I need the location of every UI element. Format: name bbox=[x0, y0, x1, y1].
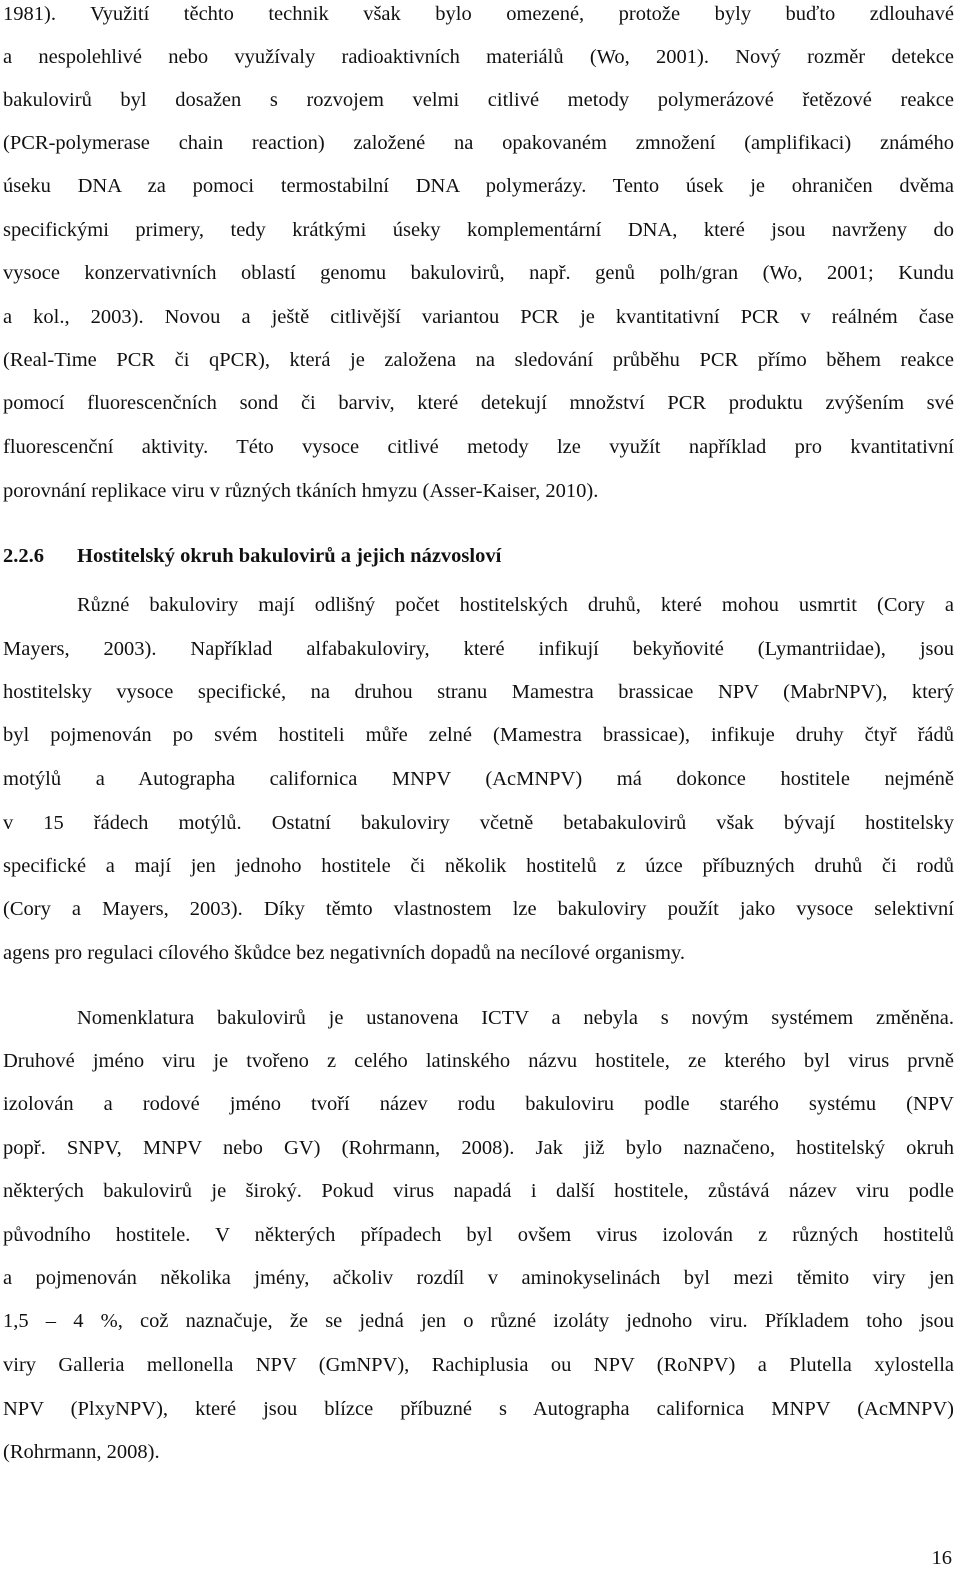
text-line: agens pro regulaci cílového škůdce bez negativních dopadů na necílové organismy. bbox=[3, 942, 685, 964]
text-line: (PCR-polymerase chain reaction) založené na opakovaném zmnožení (amplifikaci) známého bbox=[3, 132, 954, 154]
page-number: 16 bbox=[931, 1547, 952, 1569]
text-line: 1,5 – 4 %, což naznačuje, že se jedná jen o různé izoláty jednoho viru. Příkladem toho jsou bbox=[3, 1310, 954, 1332]
text-line: specifické a mají jen jednoho hostitele či několik hostitelů z úzce příbuzných druhů či rodů bbox=[3, 855, 954, 877]
text-line: v 15 řádech motýlů. Ostatní bakuloviry včetně betabakulovirů však bývají hostitelsky bbox=[3, 812, 954, 834]
text-line: porovnání replikace viru v různých tkáních hmyzu (Asser-Kaiser, 2010). bbox=[3, 480, 599, 502]
text-line: izolován a rodové jméno tvoří název rodu bakuloviru podle starého systému (NPV bbox=[3, 1093, 954, 1115]
text-line: a nespolehlivé nebo využívaly radioaktivních materiálů (Wo, 2001). Nový rozměr detekce bbox=[3, 46, 954, 68]
text-line: bakulovirů byl dosažen s rozvojem velmi citlivé metody polymerázové řetězové reakce bbox=[3, 89, 954, 111]
text-line: Druhové jméno viru je tvořeno z celého latinského názvu hostitele, ze kterého byl virus prvně bbox=[3, 1050, 954, 1072]
text-line: (Cory a Mayers, 2003). Díky těmto vlastnostem lze bakuloviry použít jako vysoce selektivní bbox=[3, 898, 954, 920]
text-line: a kol., 2003). Novou a ještě citlivější variantou PCR je kvantitativní PCR v reálném čase bbox=[3, 306, 954, 328]
text-line: byl pojmenován po svém hostiteli můře zelné (Mamestra brassicae), infikuje druhy čtyř řádů bbox=[3, 724, 954, 746]
text-line: motýlů a Autographa californica MNPV (AcMNPV) má dokonce hostitele nejméně bbox=[3, 768, 954, 790]
text-line: vysoce konzervativních oblastí genomu bakulovirů, např. genů polh/gran (Wo, 2001; Kundu bbox=[3, 262, 954, 284]
section-number: 2.2.6 bbox=[3, 545, 44, 567]
text-line: specifickými primery, tedy krátkými úseky komplementární DNA, které jsou navrženy do bbox=[3, 219, 954, 241]
text-line: 1981). Využití těchto technik však bylo omezené, protože byly buďto zdlouhavé bbox=[3, 3, 954, 25]
text-line: Nomenklatura bakulovirů je ustanovena ICTV a nebyla s novým systémem změněna. bbox=[77, 1007, 954, 1029]
text-line: hostitelsky vysoce specifické, na druhou stranu Mamestra brassicae NPV (MabrNPV), který bbox=[3, 681, 954, 703]
text-line: Mayers, 2003). Například alfabakuloviry, které infikují bekyňovité (Lymantriidae), jsou bbox=[3, 638, 954, 660]
text-line: popř. SNPV, MNPV nebo GV) (Rohrmann, 2008). Jak již bylo naznačeno, hostitelský okruh bbox=[3, 1137, 954, 1159]
text-line: a pojmenován několika jmény, ačkoliv rozdíl v aminokyselinách byl mezi těmito viry jen bbox=[3, 1267, 954, 1289]
text-line: Různé bakuloviry mají odlišný počet hostitelských druhů, které mohou usmrtit (Cory a bbox=[77, 594, 954, 616]
text-line: viry Galleria mellonella NPV (GmNPV), Rachiplusia ou NPV (RoNPV) a Plutella xylostella bbox=[3, 1354, 954, 1376]
text-line: NPV (PlxyNPV), které jsou blízce příbuzné s Autographa californica MNPV (AcMNPV) bbox=[3, 1398, 954, 1420]
text-line: (Real-Time PCR či qPCR), která je založena na sledování průběhu PCR přímo během reakce bbox=[3, 349, 954, 371]
text-line: fluorescenční aktivity. Této vysoce citlivé metody lze využít například pro kvantitativní bbox=[3, 436, 954, 458]
text-line: některých bakulovirů je široký. Pokud virus napadá i další hostitele, zůstává název viru podle bbox=[3, 1180, 954, 1202]
text-line: (Rohrmann, 2008). bbox=[3, 1441, 160, 1463]
text-line: úseku DNA za pomoci termostabilní DNA polymerázy. Tento úsek je ohraničen dvěma bbox=[3, 175, 954, 197]
text-line: původního hostitele. V některých případech byl ovšem virus izolován z různých hostitelů bbox=[3, 1224, 954, 1246]
section-title: Hostitelský okruh bakulovirů a jejich názvosloví bbox=[77, 545, 502, 567]
section-heading bbox=[3, 543, 501, 569]
text-line: pomocí fluorescenčních sond či barviv, které detekují množství PCR produktu zvýšením své bbox=[3, 392, 954, 414]
